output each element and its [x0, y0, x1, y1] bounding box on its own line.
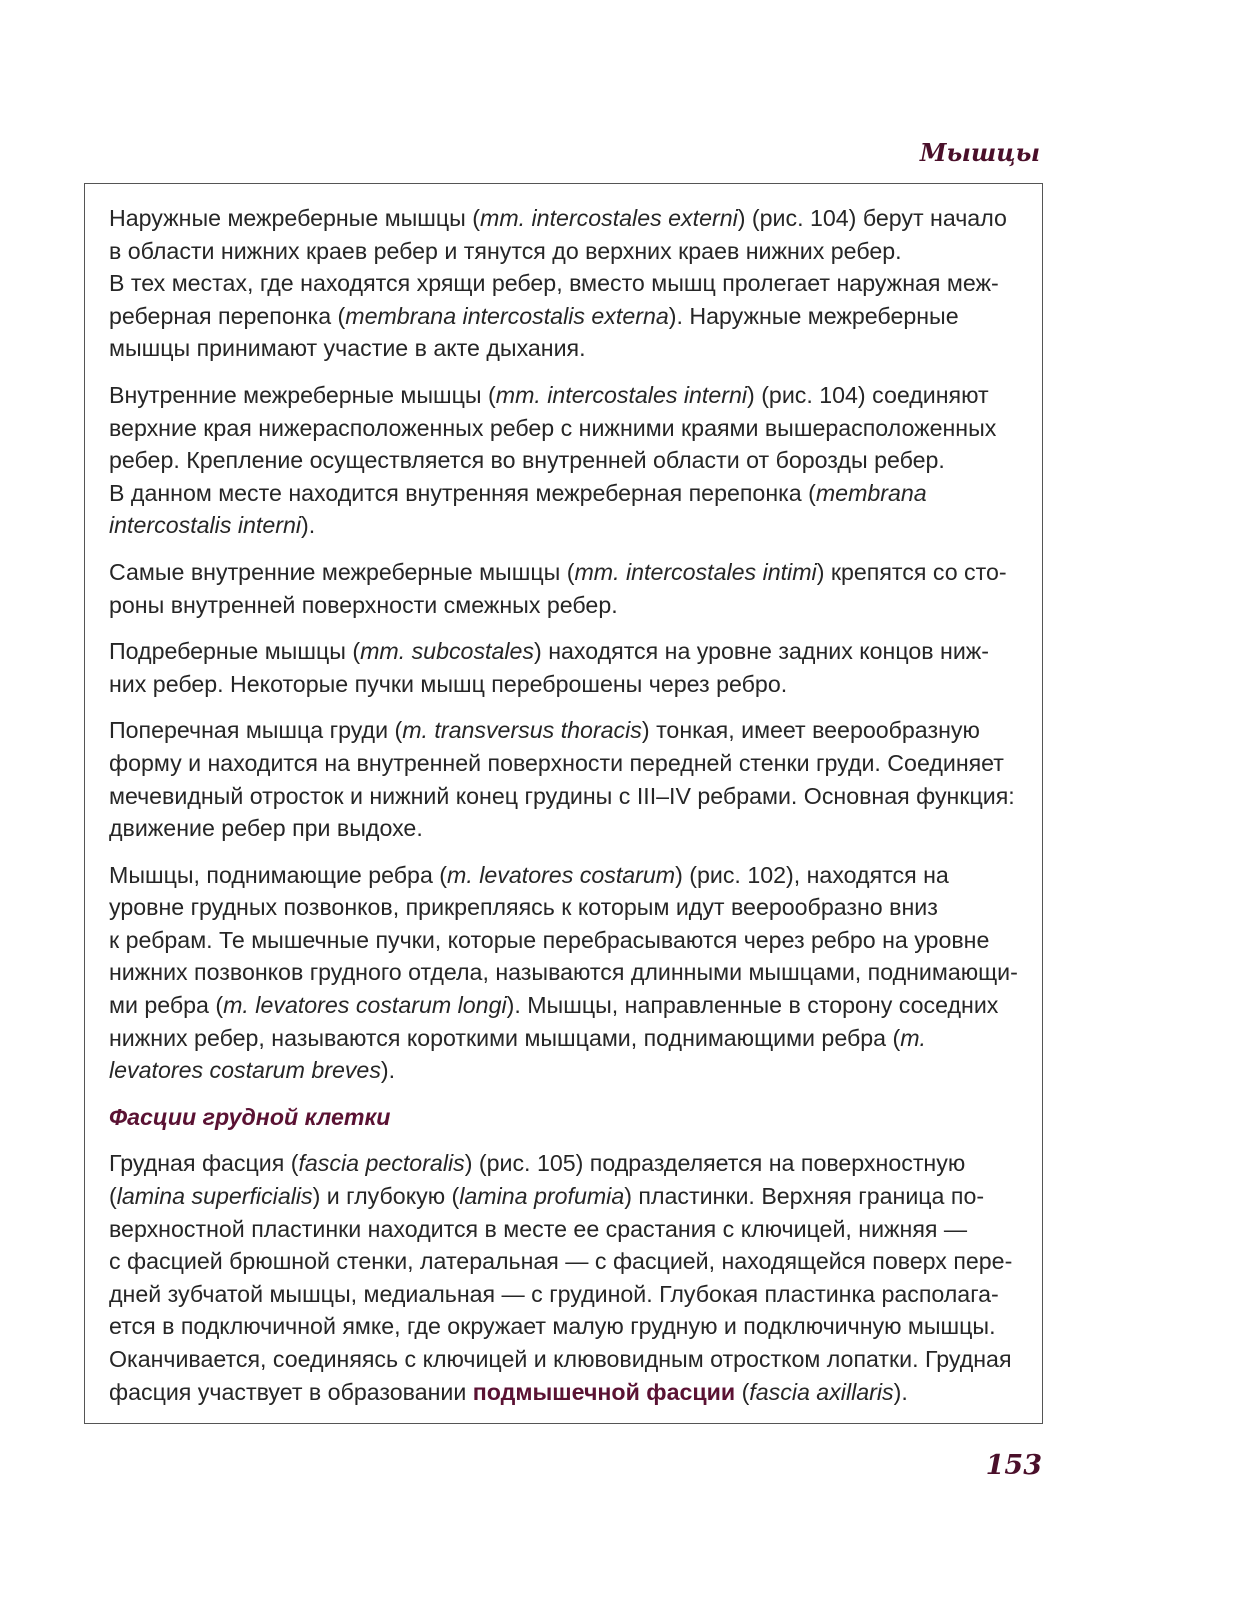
text-run: верхностной пластинки находится в месте ее срастания с ключицей, нижняя —	[109, 1215, 968, 1242]
text-run: нижних ребер, называются короткими мышцами, поднимающими ребра (	[109, 1024, 901, 1051]
text-run: движение ребер при выдохе.	[109, 815, 423, 842]
text-run: них ребер. Некоторые пучки мышц переброшены через ребро.	[109, 670, 788, 697]
bold-term: подмышечной фасции	[472, 1378, 736, 1405]
text-run: ) тонкая, имеет веерообразную	[641, 717, 980, 744]
latin-term: m.	[900, 1024, 926, 1051]
text-run: ).	[893, 1378, 908, 1405]
text-run: ) крепятся со сто-	[816, 558, 1007, 585]
latin-term: lamina superficialis	[116, 1183, 313, 1210]
text-run: ) (рис. 104) берут начало	[737, 205, 1007, 231]
latin-term: membrana	[815, 479, 927, 506]
text-run: ребер. Крепление осуществляется во внутренней области от борозды ребер.	[109, 447, 945, 474]
text-run: нижних позвонков грудного отдела, называются длинными мышцами, поднимающи-	[109, 959, 1018, 986]
text-run: к ребрам. Те мышечные пучки, которые перебрасываются через ребро на уровне	[109, 926, 990, 953]
text-run: Оканчивается, соединяясь с ключицей и клювовидным отростком лопатки. Грудная	[109, 1346, 1012, 1372]
text-run: Мышцы, поднимающие ребра (	[109, 861, 448, 888]
body-paragraph	[109, 379, 1018, 542]
latin-term: levatores costarum breves	[109, 1057, 381, 1084]
text-run: верхние края нижерасположенных ребер с нижними краями вышерасположенных	[109, 414, 997, 441]
text-run: Внутренние межреберные мышцы (	[109, 381, 496, 408]
text-run: (	[735, 1378, 750, 1405]
body-paragraph	[109, 859, 1018, 1087]
latin-term: mm. intercostales interni	[495, 381, 748, 408]
text-run: Наружные межреберные мышцы (	[109, 205, 481, 231]
text-run: в области нижних краев ребер и тянутся до верхних краев нижних ребер.	[109, 237, 902, 264]
text-run: ) (рис. 104) соединяют	[747, 381, 989, 408]
text-run: реберная перепонка (	[109, 302, 346, 329]
text-run: дней зубчатой мышцы, медиальная — с грудиной. Глубокая пластинка располага-	[109, 1280, 999, 1307]
text-run: ется в подключичной ямке, где окружает малую грудную и подключичную мышцы.	[109, 1313, 996, 1340]
body-paragraph	[109, 1147, 1018, 1408]
text-run: ми ребра (	[109, 992, 224, 1019]
text-run: с фасцией брюшной стенки, латеральная — с фасцией, находящейся поверх пере-	[109, 1248, 1013, 1275]
text-run: ) пластинки. Верхняя граница по-	[624, 1183, 985, 1210]
text-run: В тех местах, где находятся хрящи ребер, вместо мышц пролегает наружная меж-	[109, 270, 999, 297]
latin-term: mm. subcostales	[360, 638, 535, 665]
text-run: Подреберные мышцы (	[109, 638, 361, 665]
text-run: ). Мышцы, направленные в сторону соседних	[506, 992, 999, 1019]
text-run: Грудная фасция (	[109, 1150, 299, 1177]
text-run: Поперечная мышца груди (	[109, 717, 403, 744]
text-run: Самые внутренние межреберные мышцы (	[109, 558, 575, 585]
latin-term: fascia pectoralis	[298, 1150, 465, 1177]
text-run: (	[109, 1183, 117, 1210]
text-run: мечевидный отросток и нижний конец грудины с III–IV ребрами. Основная функция:	[109, 782, 1015, 809]
latin-term: mm. intercostales externi	[480, 205, 738, 231]
text-run: В данном месте находится внутренняя межреберная перепонка (	[109, 479, 816, 506]
latin-term: lamina profumia	[459, 1183, 625, 1210]
text-run: ) (рис. 102), находятся на	[675, 861, 949, 888]
text-run: ). Наружные межреберные	[668, 302, 959, 329]
latin-term: intercostalis interni	[109, 512, 302, 539]
paragraphs-container	[109, 202, 1018, 1087]
body-paragraph	[109, 714, 1018, 844]
text-run: фасция участвует в образовании	[109, 1378, 473, 1405]
content-frame	[84, 183, 1043, 1424]
text-run: ) и глубокую (	[312, 1183, 460, 1210]
section-heading: Фасции грудной клетки	[109, 1103, 391, 1130]
latin-term: m. levatores costarum	[447, 861, 676, 888]
body-paragraph	[109, 556, 1018, 621]
body-paragraph	[109, 635, 1018, 700]
latin-term: mm. intercostales intimi	[574, 558, 817, 585]
latin-term: m. transversus thoracis	[402, 717, 642, 744]
body-paragraph	[109, 202, 1018, 365]
latin-term: membrana intercostalis externa	[345, 302, 669, 329]
latin-term: m. levatores costarum longi	[223, 992, 507, 1019]
text-run: ).	[380, 1057, 396, 1084]
text-run: мышцы принимают участие в акте дыхания.	[109, 335, 586, 362]
text-run: уровне грудных позвонков, прикрепляясь к которым идут веерообразно вниз	[109, 894, 938, 921]
section-paragraph-container	[109, 1147, 1018, 1408]
latin-term: fascia axillaris	[749, 1378, 894, 1405]
text-run: форму и находится на внутренней поверхности передней стенки груди. Соединяет	[109, 749, 1004, 776]
text-run: ) (рис. 105) подразделяется на поверхностную	[464, 1150, 966, 1177]
chapter-header: Мышцы	[919, 138, 1040, 167]
page-number: 153	[985, 1450, 1042, 1481]
text-run: ).	[301, 512, 316, 539]
text-run: роны внутренней поверхности смежных ребер.	[109, 591, 618, 618]
text-run: ) находятся на уровне задних концов ниж-	[534, 638, 990, 665]
